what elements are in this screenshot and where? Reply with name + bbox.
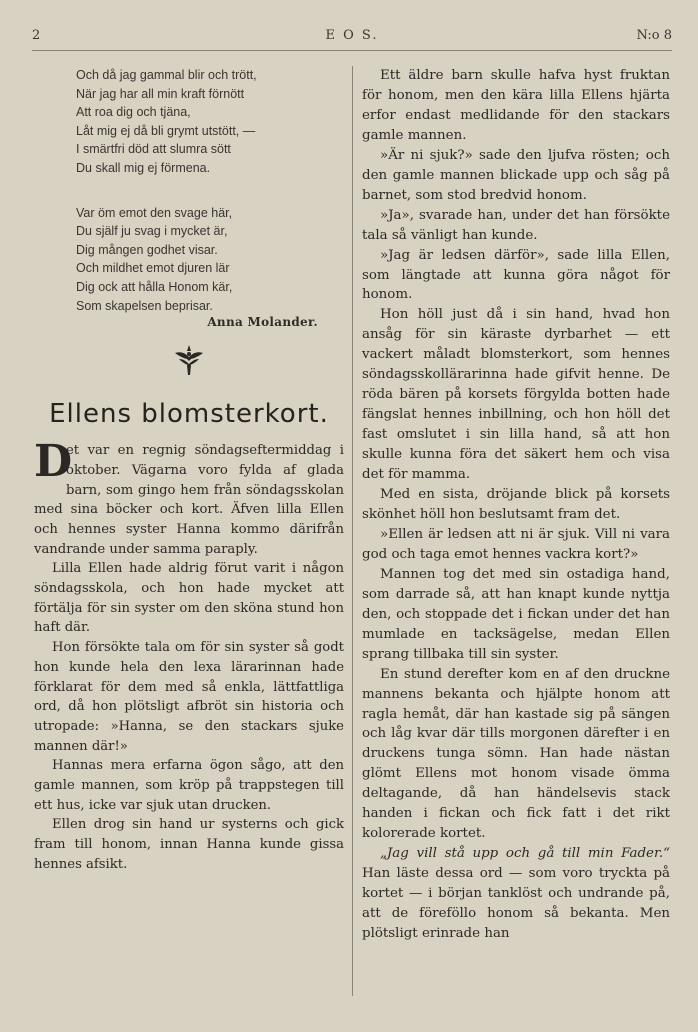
article-right-text [362, 66, 670, 944]
header-rule [32, 50, 672, 51]
poem-line: I smärtfri död att slumra sött [76, 142, 231, 157]
poem-stanza-1 [76, 66, 344, 178]
article-left-text [34, 436, 344, 874]
poem-line: Dig mången godhet visar. [76, 242, 218, 257]
fleuron-icon [34, 343, 344, 377]
paragraph: Ett äldre barn skulle hafva hyst fruktan för honom, men den kära lilla Ellens hjärta erfor endast medlidande för den stackars gamle mannen. [362, 68, 670, 143]
paragraph: Lilla Ellen hade aldrig förut varit i någon söndagsskola, och hon hade mycket att förtälja för sin syster om den sköna stund hon haft där. [34, 561, 344, 636]
right-column [362, 66, 670, 944]
poem-line: Du skall mig ej förmena. [76, 160, 211, 175]
poem-line: När jag har all min kraft förnött [76, 86, 245, 101]
left-column [34, 66, 344, 875]
paragraph: »Ellen är ledsen att ni är sjuk. Vill ni vara god och taga emot hennes vackra kort?» [362, 526, 670, 562]
paragraph: En stund derefter kom en af den druckne mannens bekanta och hjälpte honom att ragla hemåt, där han kastade sig på sängen och låg kvar där tills morgonen därefter i en druckens tunga sömn. Han hade nästan glömt Ellens mot honom visade ömma deltagande, då han händelsevis stack handen i fickan och fick fatt i det rikt kolorerade kortet. [362, 666, 670, 842]
poem-line: Låt mig ej då bli grymt utstött, — [76, 123, 256, 138]
paragraph: „Jag vill stå upp och gå till min Fader.“ Han läste dessa ord — som voro tryckta på kortet — i början tanklöst och undrande på, att de föreföllo honom så bekanta. Men plötsligt erinrade han [362, 846, 670, 941]
card-quote: „Jag vill stå upp och gå till min Fader.“ [380, 846, 670, 862]
paragraph: Mannen tog det med sin ostadiga hand, som darrade så, att han knapt kunde nyttja den, och stoppade det i fickan under det han mumlade en tacksägelse, medan Ellen sprang tillbaka till sin syster. [362, 566, 670, 662]
poem-line: Och mildhet emot djuren lär [76, 261, 230, 276]
poem-stanza-2 [76, 204, 344, 316]
paragraph: Ellen drog sin hand ur systerns och gick fram till honom, innan Hanna kunde gissa hennes afsikt. [34, 817, 344, 872]
issue-number: N:o 8 [636, 28, 672, 43]
poem-line: Och då jag gammal blir och trött, [76, 68, 257, 82]
paragraph: Hon höll just då i sin hand, hvad hon ansåg för sin käraste dyrbarhet — ett vackert måladt blomsterkort, som hennes söndagsskollärarinna hade gifvit henne. De röda bären på korsets förgylda botten hade fängslat hennes inbillning, och hon höll det fast omslutet i sin lilla hand, så att hon skulle kunna föra det säkert hem och visa det för mamma. [362, 307, 670, 483]
article-title: Ellens blomsterkort. [49, 399, 329, 430]
column-rule [352, 66, 353, 996]
poem-author: Anna Molander. [207, 315, 318, 330]
page-header [32, 28, 672, 50]
poem-line: Att roa dig och tjäna, [76, 105, 191, 120]
poem-line: Du själf ju svag i mycket är, [76, 224, 228, 239]
dropcap: D [34, 436, 73, 488]
page-number: 2 [32, 28, 41, 43]
paragraph: Hannas mera erfarna ögon sågo, att den gamle mannen, som kröp på trappstegen till ett hus, icke var sjuk utan drucken. [34, 758, 344, 813]
poem [34, 66, 344, 315]
journal-title: E O S. [325, 28, 379, 43]
paragraph: »Ja», svarade han, under det han försökte tala så vänligt han kunde. [362, 207, 670, 243]
paragraph: »Är ni sjuk?» sade den ljufva rösten; och den gamle mannen blickade upp och såg på barnet, som stod bredvid honom. [362, 147, 670, 203]
paragraph: »Jag är ledsen därför», sade lilla Ellen, som längtade att kunna göra något för honom. [362, 247, 670, 303]
paragraph: Hon försökte tala om för sin syster så godt hon kunde hela den lexa lärarinnan hade förklarat för dem med så enkla, lättfattliga ord, då hon plötsligt afbröt sin historia och utropade: »Hanna, se den stackars sjuke mannen där!» [34, 640, 344, 754]
paragraph: Med en sista, dröjande blick på korsets skönhet höll hon beslutsamt fram det. [362, 487, 670, 522]
poem-line: Dig ock att hålla Honom kär, [76, 279, 233, 294]
poem-line: Var öm emot den svage här, [76, 205, 233, 220]
paragraph: D et var en regnig söndagseftermiddag i oktober. Vägarna voro fylda af glada barn, som gingo hem från söndagsskolan med sina böcker och kort. Äfven lilla Ellen och hennes syster Hanna kommo därifrån vandrande under samma paraply. [34, 436, 344, 557]
poem-line: Som skapelsen beprisar. [76, 298, 213, 313]
